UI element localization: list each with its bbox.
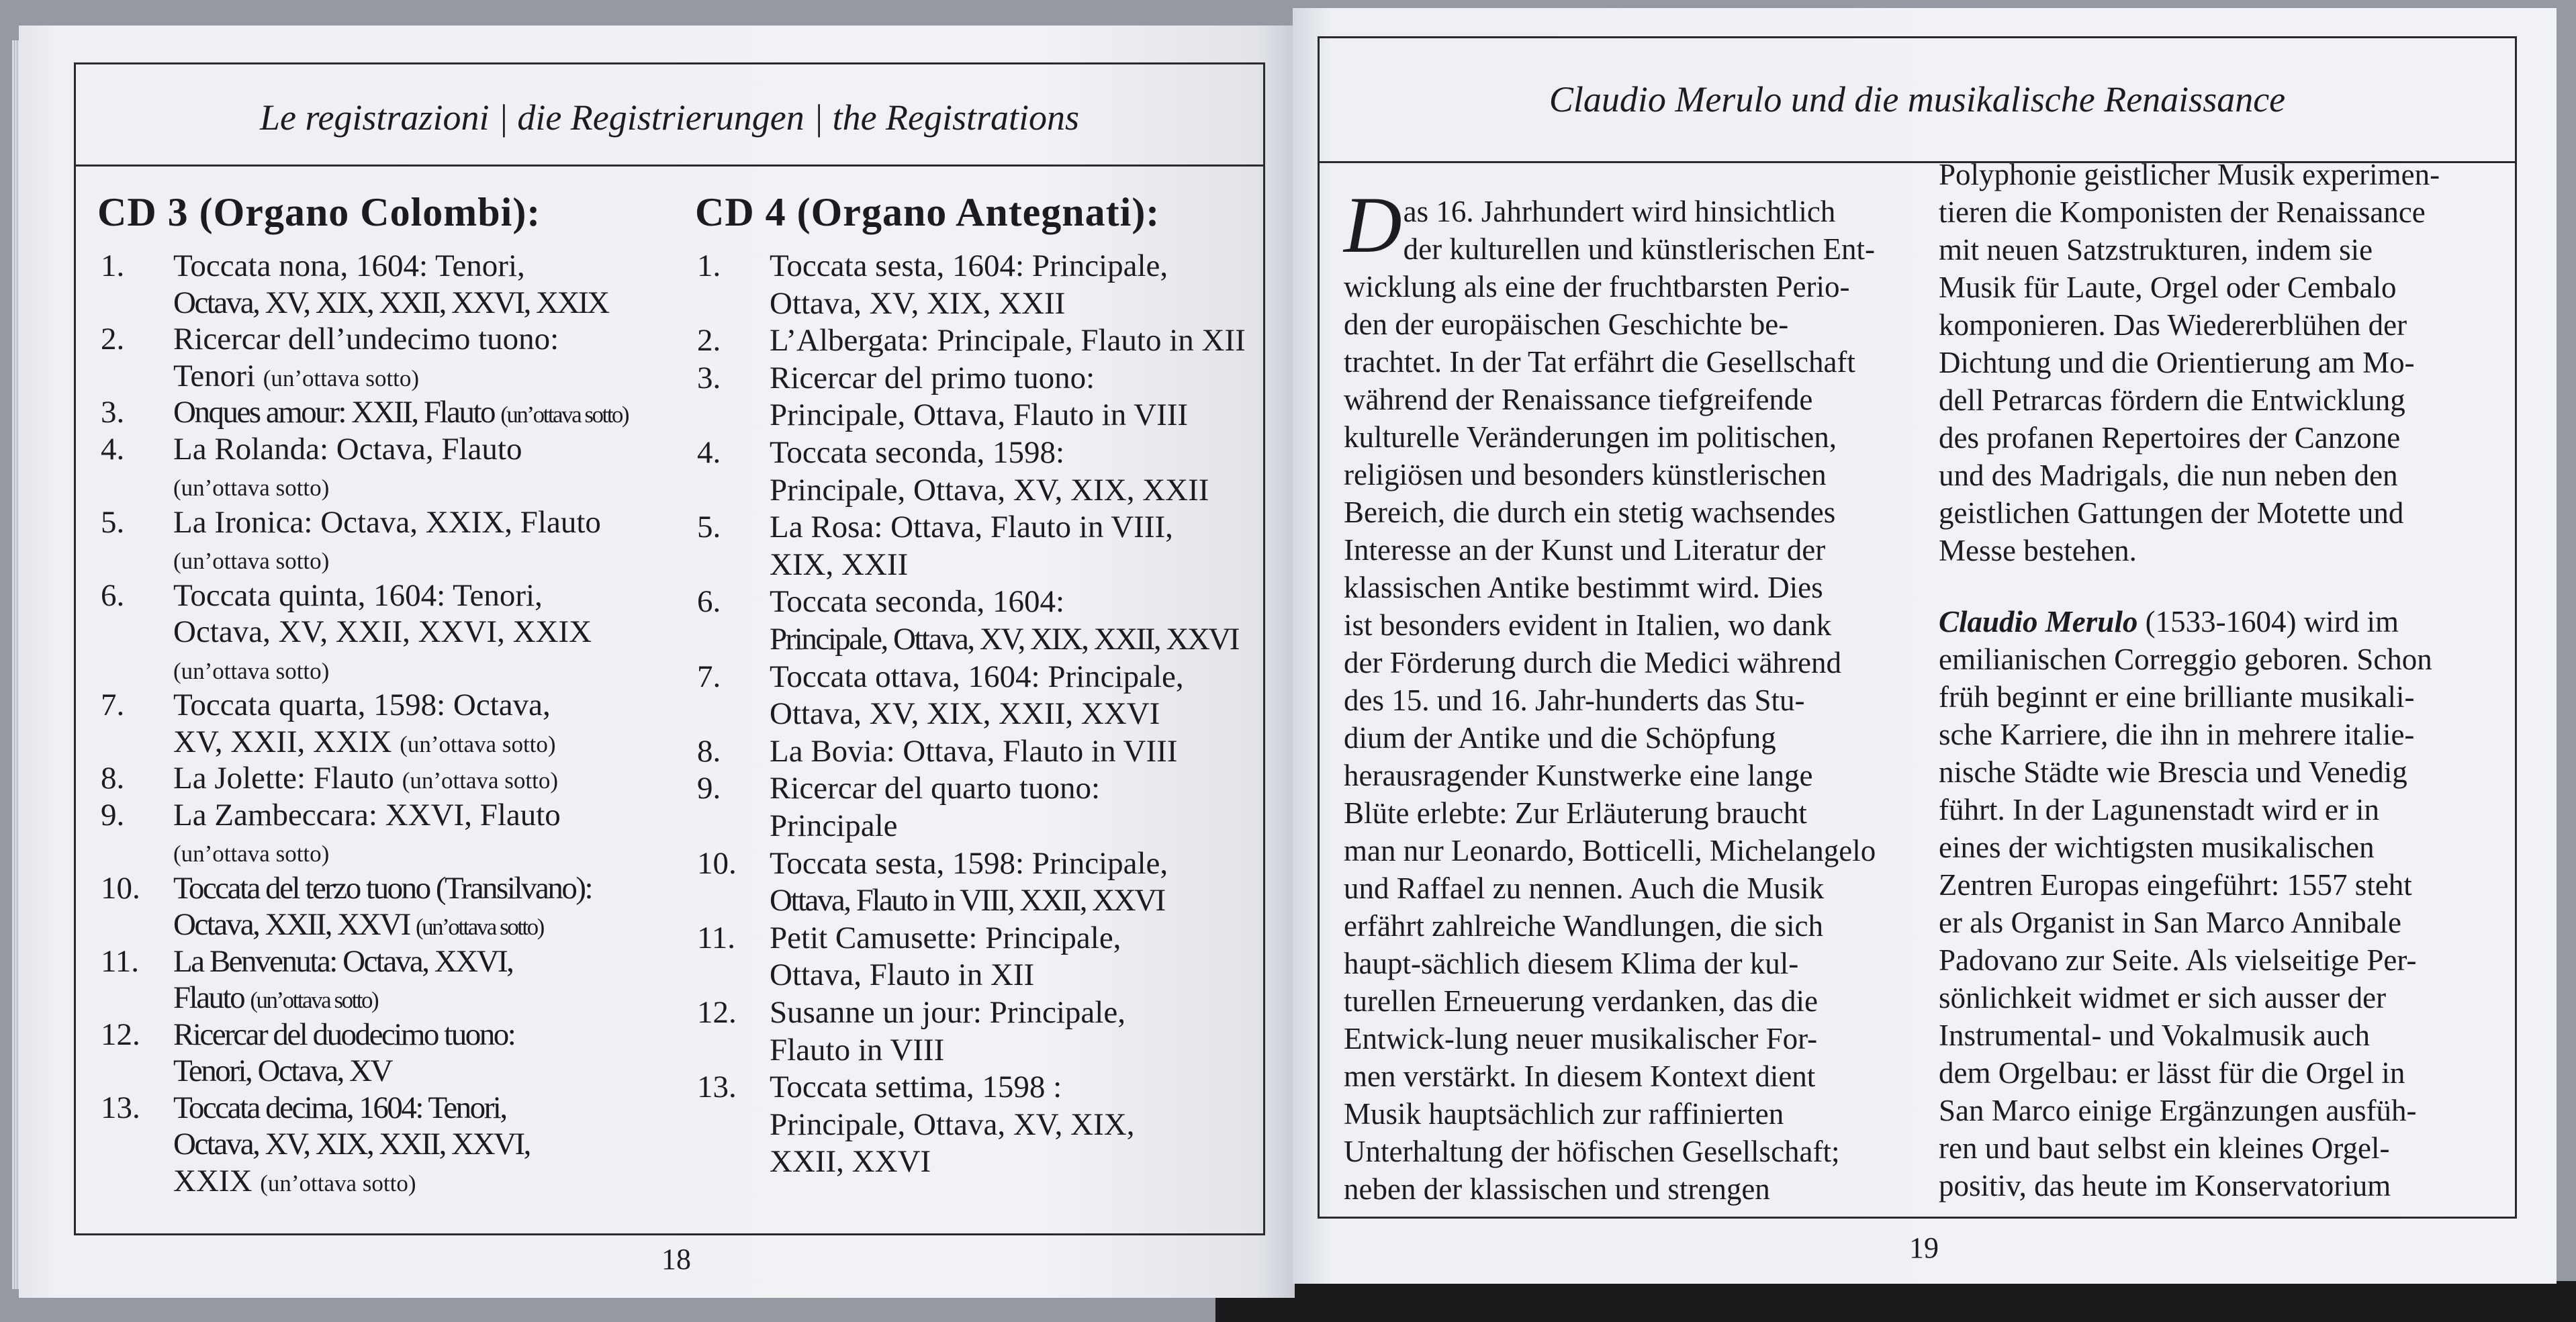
register-note: (un’ottava sotto) [400,730,556,757]
track-line [770,920,1121,957]
track-line [770,1032,944,1069]
track-number: 9. [697,771,721,806]
book-cover-edge [1215,1281,2576,1322]
register-note: (un’ottava sotto) [260,1170,416,1196]
track-line [770,957,1034,994]
track-line [173,321,559,358]
track-line [173,285,608,322]
text-line: Dichtung und die Orientierung am Mo- [1939,346,2415,379]
track-text: Susanne un jour: Principale, [770,995,1125,1030]
page-number: 19 [1909,1231,1939,1264]
text-line: mit neuen Satzstrukturen, indem sie [1939,233,2373,267]
track-text: Toccata settima, 1598 : [770,1070,1062,1105]
text-line: Instrumental- und Vokalmusik auch [1939,1019,2370,1052]
track-text: XXII, XXVI [770,1144,931,1180]
track-text: Octava, XV, XIX, XXII, XXVI, [173,1127,530,1162]
text-line: Blüte erlebte: Zur Erläuterung braucht [1344,796,1807,830]
track-text: XXIX [173,1163,261,1198]
track-line [770,248,1168,285]
text-line: tieren die Komponisten der Renaissance [1939,195,2426,229]
text-line: ren und baut selbst ein kleines Orgel- [1939,1131,2390,1165]
track-number: 6. [697,584,721,620]
track-line [770,770,1100,807]
text-line: wicklung als eine der fruchtbarsten Perio- [1344,270,1850,303]
track-text: Principale, Ottava, Flauto in VIII [770,397,1189,433]
text-line: haupt-sächlich diesem Klima der kul- [1344,947,1799,980]
text-line: dell Petrarcas fördern die Entwicklung [1939,383,2405,417]
track-text: Ricercar del primo tuono: [770,360,1095,395]
track-text: Toccata del terzo tuono (Transilvano): [173,870,592,906]
track-line [173,431,522,468]
track-line [770,285,1065,322]
track-text: La Rosa: Ottava, Flauto in VIII, [770,510,1173,545]
track-text: La Benvenuta: Octava, XXVI, [173,943,513,979]
track-number: 9. [101,797,125,833]
track-line [173,467,329,506]
track-text: L’Albergata: Principale, Flauto in XII [770,323,1246,359]
track-line [173,760,558,799]
track-line [173,870,592,907]
track-line [173,943,512,980]
register-note: (un’ottava sotto) [250,987,378,1013]
track-line [770,360,1095,397]
text-line: geistlichen Gattungen der Motette und [1939,496,2404,530]
text-line: er als Organist in San Marco Annibale [1939,906,2402,939]
registrations-frame [74,62,1265,1235]
track-number: 8. [697,733,721,769]
text-line: Interesse an der Kunst und Literatur der [1344,533,1826,567]
track-line [770,621,1238,658]
track-line [173,1163,416,1202]
text-line: erfährt zahlreiche Wandlungen, die sich [1344,909,1823,943]
track-number: 7. [697,659,721,694]
text-run: (1533-1604) wird im [2137,605,2399,639]
track-number: 6. [101,577,125,613]
track-text: Toccata decima, 1604: Tenori, [173,1090,506,1125]
cd3-heading: CD 3 (Organo Colombi): [97,190,541,234]
text-line: und Raffael zu nennen. Auch die Musik [1344,871,1825,905]
text-line: emilianischen Correggio geboren. Schon [1939,643,2432,676]
track-text: La Jolette: Flauto [173,761,402,796]
track-line [173,358,419,397]
text-line: Entwick-lung neuer musikalischer For- [1344,1022,1818,1055]
track-line [770,994,1125,1031]
track-line [173,724,556,763]
track-line [770,1106,1134,1143]
text-line: man nur Leonardo, Botticelli, Michelangelo [1344,834,1876,867]
text-line: früh beginnt er eine brilliante musikali- [1939,680,2415,714]
text-line: Padovano zur Seite. Als vielseitige Per- [1939,943,2417,977]
text-line: des 15. und 16. Jahr-hunderts das Stu- [1344,683,1805,717]
track-line [173,1017,514,1053]
track-text: Tenori [173,358,263,393]
track-text: Octava, XV, XIX, XXII, XXVI, XXIX [173,285,608,320]
page-title: Le registrazioni | die Registrierungen | the Registrations [259,97,1080,138]
track-line [770,434,1064,471]
text-line: der Förderung durch die Medici während [1344,646,1842,679]
text-line: und des Madrigals, die nun neben den [1939,459,2398,492]
text-line: des profanen Repertoires der Canzone [1939,421,2401,455]
track-text: Flauto [173,980,250,1015]
track-number: 3. [697,360,721,395]
track-number: 4. [697,435,721,470]
track-text: Toccata seconda, 1604: [770,584,1065,620]
track-line [770,322,1246,359]
track-number: 7. [101,688,125,722]
register-note: (un’ottava sotto) [263,365,420,391]
track-line [173,906,543,945]
composer-name: Claudio Merulo [1939,605,2138,639]
track-text: Ottava, Flauto in VIII, XXII, XXVI [770,883,1164,918]
track-line [173,687,551,724]
text-line: San Marco einige Ergänzungen ausfüh- [1939,1094,2417,1127]
track-text: Octava, XV, XXII, XXVI, XXIX [173,614,592,649]
text-line: ist besonders evident in Italien, wo dank [1344,608,1832,642]
text-line: sönlichkeit widmet er sich ausser der [1939,981,2387,1014]
track-text: Toccata ottava, 1604: Principale, [770,659,1184,694]
track-line [770,1069,1062,1106]
text-line: men verstärkt. In diesem Kontext dient [1344,1059,1816,1093]
track-line [173,504,601,541]
track-number: 5. [697,510,721,545]
register-note: (un’ottava sotto) [173,657,330,684]
track-line [173,248,525,285]
track-number: 10. [697,845,737,881]
track-text: Principale, Ottava, XV, XIX, XXII [770,472,1209,508]
track-text: Ottava, Flauto in XII [770,957,1035,993]
track-number: 10. [101,870,140,906]
page-number: 18 [661,1243,691,1276]
article-frame [1318,36,2517,1219]
track-text: Toccata sesta, 1598: Principale, [770,845,1168,881]
track-text: Principale, Ottava, XV, XIX, [770,1106,1135,1142]
track-number: 3. [101,395,125,430]
text-line: as 16. Jahrhundert wird hinsichtlich [1403,195,1836,228]
track-line [173,1090,506,1127]
track-number: 4. [101,431,125,467]
track-text: La Bovia: Ottava, Flauto in VIII [770,733,1178,769]
track-text: Ottava, XV, XIX, XXII [770,285,1066,321]
track-number: 13. [101,1090,140,1125]
text-line: führt. In der Lagunenstadt wird er in [1939,793,2380,827]
text-line: der kulturellen und künstlerischen Ent- [1403,232,1875,266]
text-line: Unterhaltung der höfischen Gesellschaft; [1344,1135,1840,1168]
register-note: (un’ottava sotto) [416,914,543,940]
track-number: 12. [101,1017,140,1052]
track-number: 2. [101,322,125,357]
track-text: Principale, Ottava, XV, XIX, XXII, XXVI [770,622,1238,657]
track-text: Ricercar del duodecimo tuono: [173,1017,515,1052]
track-text: Ottava, XV, XIX, XXII, XXVI [770,696,1160,732]
text-line: den der europäischen Geschichte be- [1344,308,1789,341]
track-line [173,651,329,690]
track-text: XIX, XXII [770,547,909,582]
track-number: 11. [697,920,736,955]
register-note: (un’ottava sotto) [173,548,330,574]
text-line: Zentren Europas eingeführt: 1557 steht [1939,868,2412,902]
track-number: 1. [101,248,125,283]
track-line [770,583,1064,620]
text-line: nische Städte wie Brescia und Venedig [1939,755,2407,789]
track-text: Flauto in VIII [770,1032,945,1068]
track-number: 12. [697,995,737,1030]
track-number: 13. [697,1070,737,1105]
track-text: La Zambeccara: XXVI, Flauto [173,797,561,833]
track-line [173,394,628,433]
paragraph [1939,156,2496,569]
text-line: sche Karriere, die ihn in mehrere italie- [1939,718,2415,751]
article-title: Claudio Merulo und die musikalische Renaissance [1549,79,2286,120]
track-text: Toccata sesta, 1604: Principale, [770,248,1168,283]
text-line: Bereich, die durch ein stetig wachsendes [1344,495,1836,529]
track-line [770,882,1164,919]
track-number: 2. [697,323,721,359]
track-line [770,472,1209,509]
track-text: Tenori, Octava, XV [173,1053,392,1088]
track-text: XV, XXII, XXIX [173,724,400,759]
track-text: Toccata quarta, 1598: Octava, [173,688,551,722]
text-line: turellen Erneuerung verdanken, das die [1344,984,1818,1018]
track-text: Toccata quinta, 1604: Tenori, [173,577,543,613]
track-text: Ricercar dell’undecimo tuono: [173,322,559,357]
article-column-1 [1344,180,1921,1208]
track-line [770,733,1177,770]
track-line [770,845,1168,882]
text-line: während der Renaissance tiefgreifende [1344,383,1813,416]
track-line [770,397,1188,434]
text-line: trachtet. In der Tat erfährt die Gesellschaft [1344,345,1855,379]
track-line [770,509,1173,546]
track-text: La Ironica: Octava, XXIX, Flauto [173,504,601,540]
track-number: 5. [101,504,125,540]
text-line: dem Orgelbau: er lässt für die Orgel in [1939,1056,2405,1090]
text-line: kulturelle Veränderungen im politischen, [1344,420,1837,454]
text-line: Messe bestehen. [1939,534,2137,567]
track-number: 11. [101,943,140,979]
track-text: Toccata seconda, 1598: [770,435,1065,470]
track-text: La Rolanda: Octava, Flauto [173,431,522,467]
text-line: Polyphonie geistlicher Musik experimen- [1939,158,2440,191]
track-text: Toccata nona, 1604: Tenori, [173,248,525,283]
track-text: Onques amour: XXII, Flauto [173,395,501,430]
track-line [173,980,377,1019]
register-note: (un’ottava sotto) [402,767,558,794]
track-number: 8. [101,761,125,796]
track-text: Ricercar del quarto tuono: [770,771,1101,806]
article-column-2 [1939,156,2496,1205]
text-line: herausragender Kunstwerke eine lange [1344,759,1813,792]
track-line [770,547,908,583]
track-line [173,540,329,579]
track-line [173,1053,392,1090]
text-line: Musik hauptsächlich zur raffinierten [1344,1097,1784,1131]
track-line [173,577,543,614]
text-line: Musik für Laute, Orgel oder Cembalo [1939,271,2397,304]
paragraph [1939,603,2496,1205]
track-line [770,659,1184,696]
text-line: positiv, das heute im Konservatorium [1939,1169,2391,1202]
register-note: (un’ottava sotto) [500,402,629,428]
text-line: religiösen und besonders künstlerischen [1344,458,1827,491]
drop-cap: D [1344,180,1402,269]
track-line [173,797,561,834]
text-line: klassischen Antike bestimmt wird. Dies [1344,571,1823,604]
track-number: 1. [697,248,721,283]
track-line [173,833,329,872]
track-line [770,696,1160,733]
track-line [770,1143,931,1180]
text-line [1939,603,2496,641]
track-text: Petit Camusette: Principale, [770,920,1121,955]
text-line: neben der klassischen und strengen [1344,1172,1770,1206]
cd4-heading: CD 4 (Organo Antegnati): [695,190,1160,234]
track-text: Principale [770,808,898,843]
track-line [770,808,898,845]
track-text: Octava, XXII, XXVI [173,907,416,942]
register-note: (un’ottava sotto) [173,841,330,867]
text-line: eines der wichtigsten musikalischen [1939,831,2375,864]
text-line: komponieren. Das Wiedererblühen der [1939,308,2407,342]
register-note: (un’ottava sotto) [173,475,330,501]
track-line [173,1126,530,1163]
text-line: dium der Antike und die Schöpfung [1344,721,1776,755]
track-line [173,614,592,651]
header-divider [76,164,1263,167]
